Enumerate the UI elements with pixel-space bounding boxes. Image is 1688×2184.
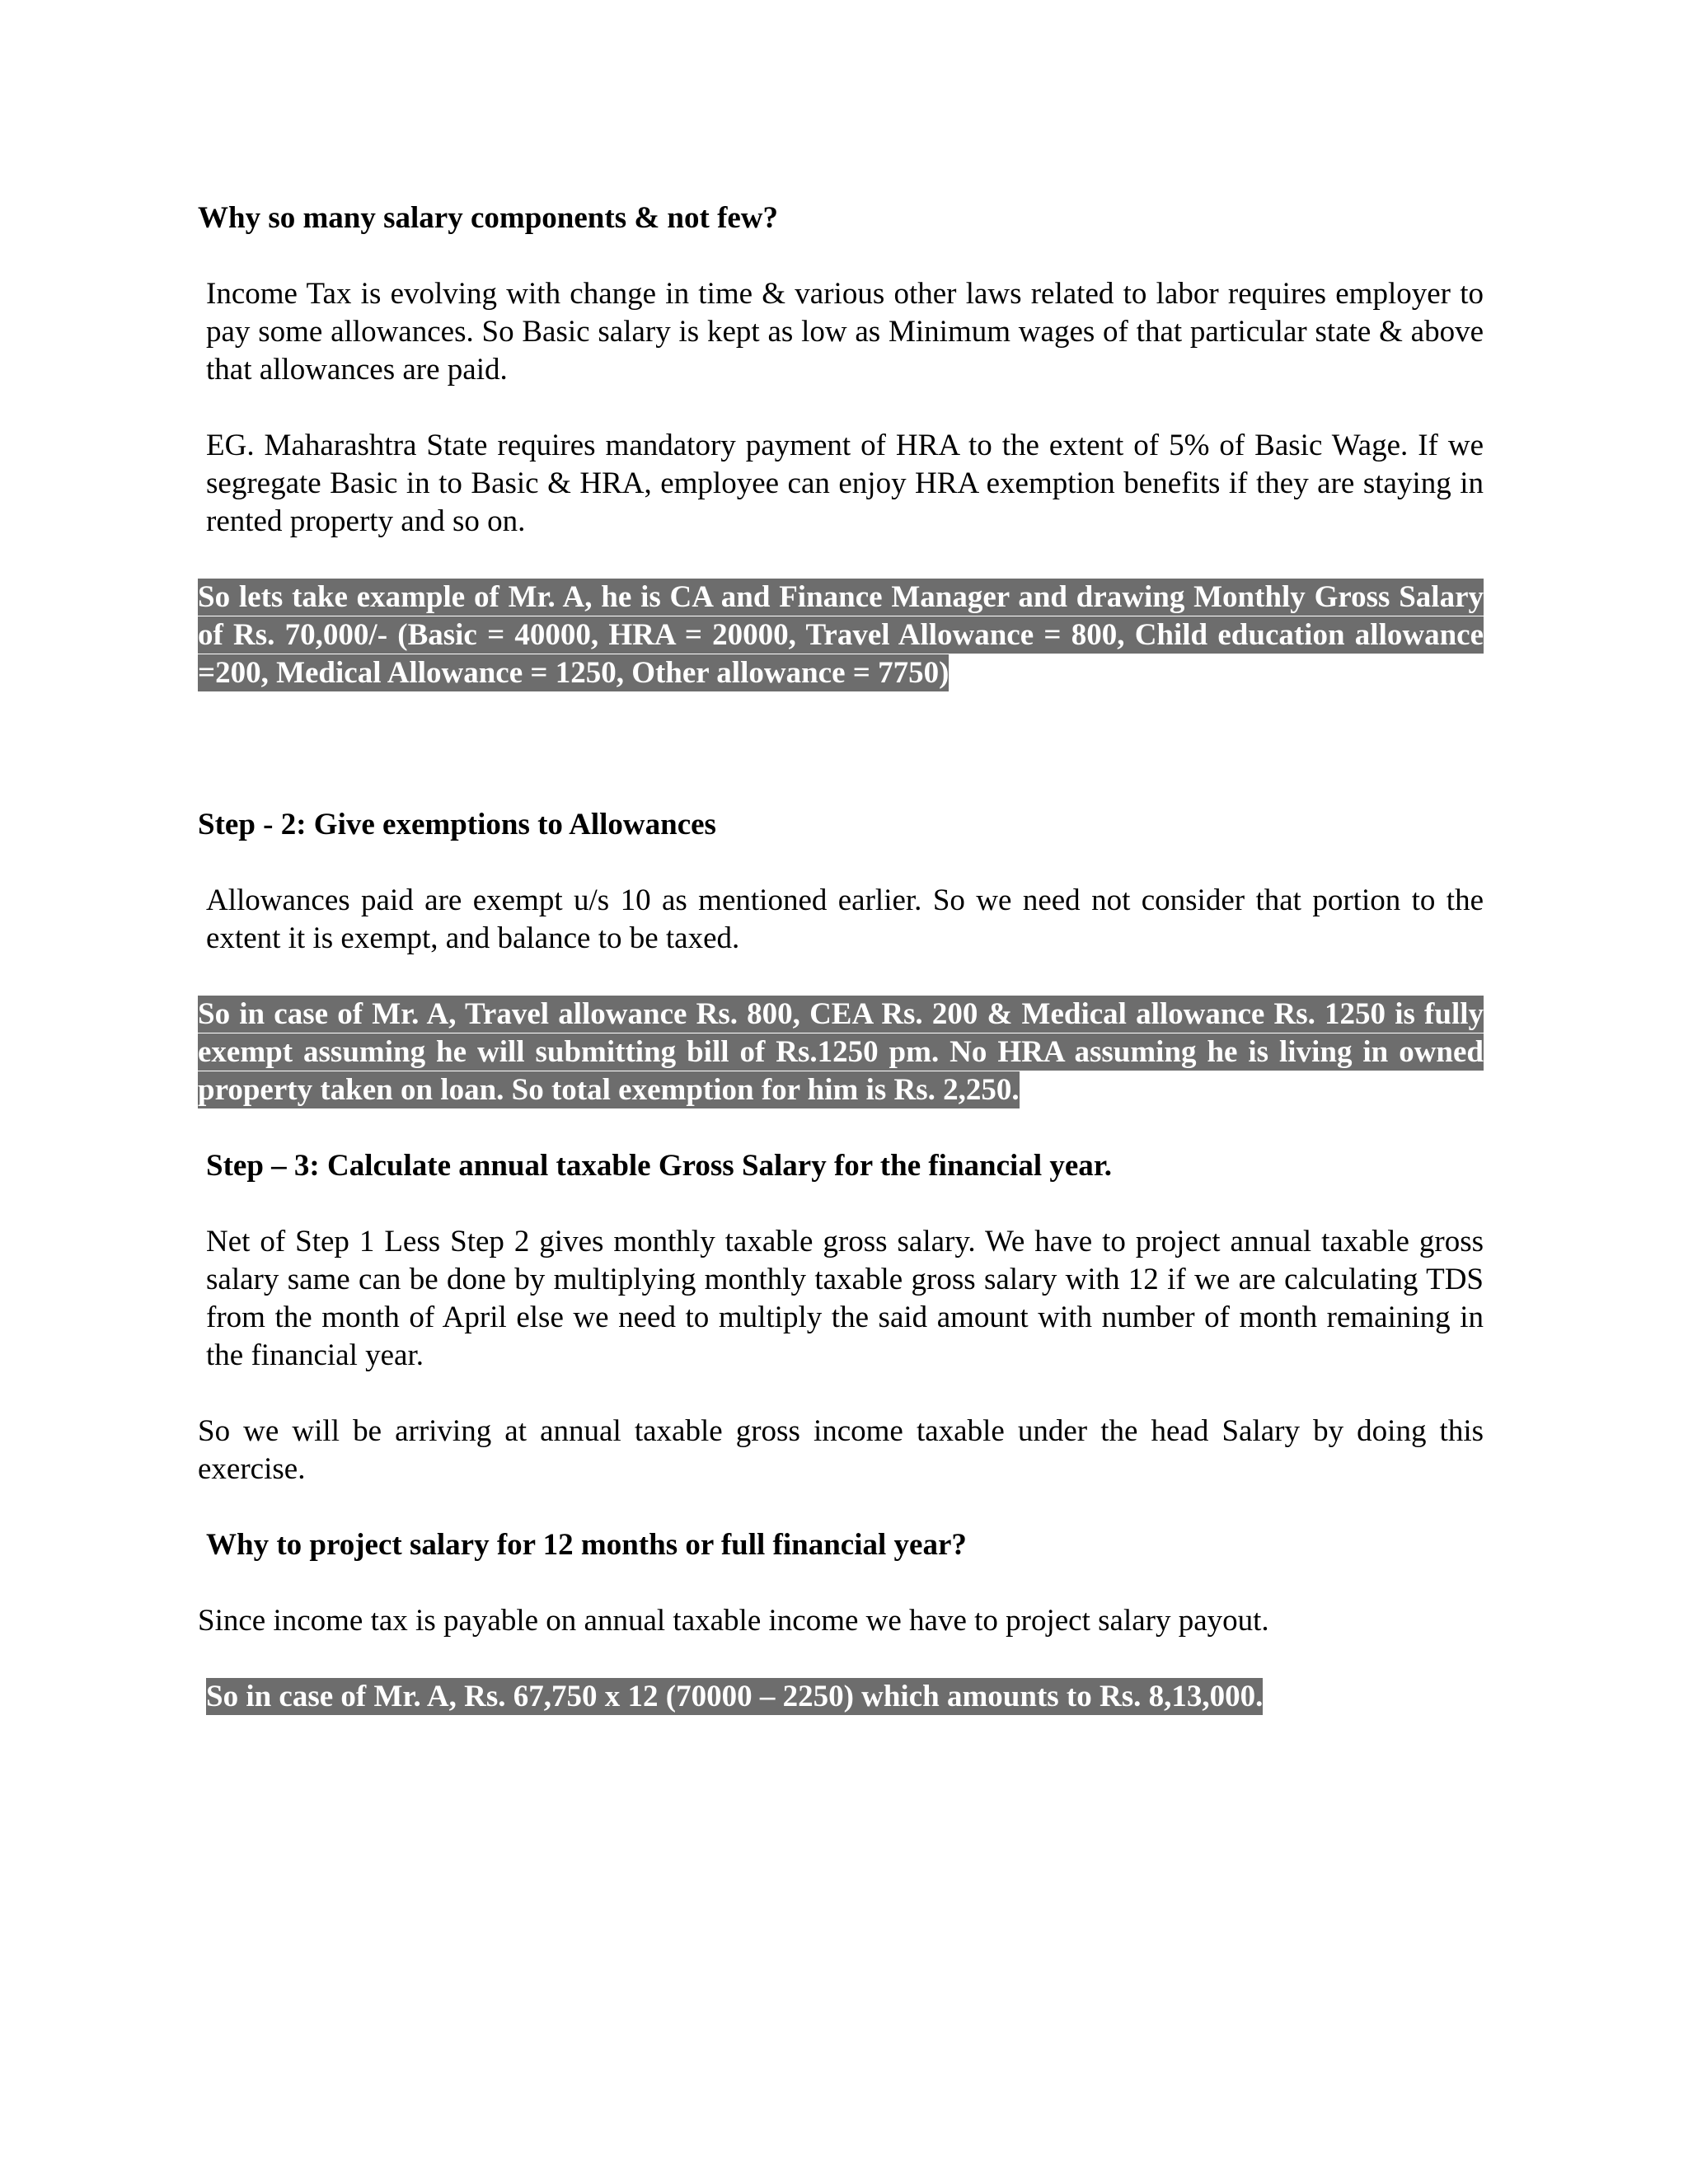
highlighted-text: So lets take example of Mr. A, he is CA and Finance Manager and drawing Monthly Gross Salary of Rs. 70,000/- (Basic = 40000, HRA = 20000, Travel Allowance = 800, Child education allowance =200, Medical Allowance = 1250, Other allowance = 7750) <box>198 580 1484 690</box>
heading-step-2: Step - 2: Give exemptions to Allowances <box>198 808 716 841</box>
paragraph-maharashtra-hra: EG. Maharashtra State requires mandatory payment of HRA to the extent of 5% of Basic Wage. If we segregate Basic in to Basic & HRA, employee can enjoy HRA exemption benefits if they are staying in rented property and so on. <box>206 429 1484 538</box>
highlighted-text: So in case of Mr. A, Rs. 67,750 x 12 (70000 – 2250) which amounts to Rs. 8,13,000. <box>206 1680 1264 1713</box>
heading-step-3: Step – 3: Calculate annual taxable Gross Salary for the financial year. <box>206 1149 1113 1183</box>
paragraph-income-tax-evolving: Income Tax is evolving with change in time & various other laws related to labor requires employer to pay some allowances. So Basic salary is kept as low as Minimum wages of that particular state & above that allowances are paid. <box>206 277 1484 387</box>
heading-salary-components: Why so many salary components & not few? <box>198 201 779 235</box>
paragraph-income-tax-payable: Since income tax is payable on annual taxable income we have to project salary payout. <box>198 1604 1269 1638</box>
highlighted-text: So in case of Mr. A, Travel allowance Rs. 800, CEA Rs. 200 & Medical allowance Rs. 1250 is fully exempt assuming he will submitting bill of Rs.1250 pm. No HRA assuming he is living in owned property taken on loan. So total exemption for him is Rs. 2,250. <box>198 997 1484 1107</box>
highlight-annual-amount <box>198 1678 1484 1716</box>
paragraph-allowances-exempt: Allowances paid are exempt u/s 10 as mentioned earlier. So we need not consider that portion to the extent it is exempt, and balance to be taxed. <box>206 883 1484 955</box>
highlight-example-mr-a <box>198 579 1484 692</box>
paragraph-arriving-annual: So we will be arriving at annual taxable gross income taxable under the head Salary by doing this exercise. <box>198 1414 1484 1486</box>
highlight-exemption-mr-a <box>198 996 1484 1109</box>
paragraph-net-of-step: Net of Step 1 Less Step 2 gives monthly taxable gross salary. We have to project annual taxable gross salary same can be done by multiplying monthly taxable gross salary with 12 if we are calculating TDS from the month of April else we need to multiply the said amount with number of month remaining in the financial year. <box>206 1225 1484 1372</box>
heading-why-project: Why to project salary for 12 months or full financial year? <box>206 1528 967 1562</box>
